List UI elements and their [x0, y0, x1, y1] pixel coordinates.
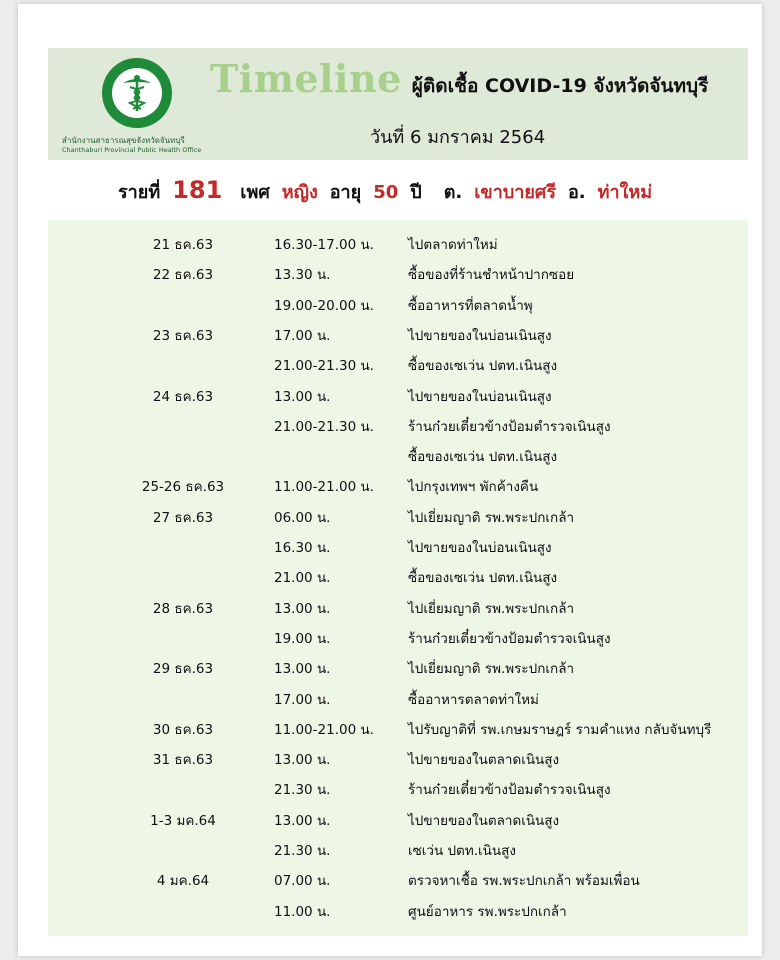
timeline-row: [48, 650, 748, 680]
document-sheet: [18, 4, 762, 956]
timeline-time: 19.00 น.: [274, 630, 331, 647]
timeline-activity: เซเว่น ปตท.เนินสูง: [408, 843, 516, 859]
timeline-row: [48, 438, 748, 468]
timeline-activity: ซื้ออาหารที่ตลาดน้ำพุ: [408, 297, 533, 314]
timeline-time: 13.00 น.: [274, 600, 331, 617]
timeline-activity: ซื้อของที่ร้านชำหน้าปากซอย: [408, 267, 575, 284]
timeline-time: 13.30 น.: [274, 267, 331, 284]
timeline-row: [48, 408, 748, 438]
timeline-time: 17.00 น.: [274, 327, 331, 344]
timeline-row: [48, 256, 748, 286]
timeline-activity: ซื้อของเซเว่น ปตท.เนินสูง: [408, 358, 558, 375]
timeline-row: [48, 529, 748, 559]
timeline-date: 30 ธค.63: [152, 721, 214, 738]
timeline-date: 31 ธค.63: [152, 752, 214, 769]
header-banner: [48, 48, 748, 160]
office-name-english: Chanthaburi Provincial Public Health Office: [62, 146, 202, 154]
case-label: รายที่: [118, 182, 161, 203]
timeline-activity: ไปขายของในตลาดเนินสูง: [408, 752, 560, 769]
timeline-date: 25-26 ธค.63: [141, 479, 225, 496]
timeline-activity: ไปขายของในตลาดเนินสูง: [408, 812, 560, 829]
timeline-time: 11.00-21.00 น.: [274, 479, 374, 496]
caduceus-icon: [119, 73, 155, 113]
timeline-activity: ร้านก๋วยเตี๋ยวข้างป้อมตำรวจเนินสูง: [408, 418, 611, 435]
timeline-row: [48, 559, 748, 589]
timeline-activity: ซื้อของเซเว่น ปตท.เนินสูง: [408, 570, 558, 587]
timeline-activity: ไปกรุงเทพฯ พักค้างคืน: [408, 479, 539, 496]
timeline-date: 28 ธค.63: [152, 600, 214, 617]
timeline-date: 29 ธค.63: [152, 661, 214, 678]
timeline-date: 22 ธค.63: [152, 267, 214, 284]
sex-label: เพศ: [240, 182, 270, 203]
age-label: อายุ: [329, 182, 362, 203]
timeline-row: [48, 862, 748, 892]
timeline-date: 23 ธค.63: [152, 327, 214, 344]
timeline-time: 16.30 น.: [274, 540, 331, 556]
timeline-row: [48, 287, 748, 317]
timeline-row: [48, 347, 748, 377]
timeline-time: 21.00-21.30 น.: [274, 418, 374, 435]
timeline-row: [48, 802, 748, 832]
timeline-time: 07.00 น.: [274, 873, 331, 890]
case-number: 181: [172, 176, 223, 204]
title-timeline: Timeline: [210, 56, 402, 101]
timeline-row: [48, 378, 748, 408]
timeline-row: [48, 317, 748, 347]
timeline-row: [48, 499, 748, 529]
timeline-time: 13.00 น.: [274, 752, 331, 769]
timeline-time: 13.00 น.: [274, 812, 331, 829]
timeline-row: [48, 771, 748, 801]
timeline-time: 21.00 น.: [274, 570, 331, 587]
timeline-activity: ไปเยี่ยมญาติ รพ.พระปกเกล้า: [408, 661, 575, 678]
sex-value: หญิง: [281, 182, 318, 203]
page-title: [210, 56, 708, 104]
timeline-date: 21 ธค.63: [152, 237, 214, 253]
timeline-row: [48, 681, 748, 711]
timeline-row: [48, 893, 748, 923]
timeline-table: [48, 220, 748, 936]
timeline-time: 13.00 น.: [274, 661, 331, 678]
timeline-row: [48, 741, 748, 771]
age-value: 50: [373, 182, 399, 203]
timeline-row: [48, 832, 748, 862]
office-name-thai: สำนักงานสาธารณสุขจังหวัดจันทบุรี: [62, 136, 185, 145]
timeline-time: 17.00 น.: [274, 691, 331, 708]
subdistrict-label: ต.: [443, 182, 463, 203]
timeline-activity: ตรวจหาเชื้อ รพ.พระปกเกล้า พร้อมเพื่อน: [408, 873, 640, 890]
timeline-activity: ไปขายของในบ่อนเนินสูง: [408, 327, 552, 344]
timeline-row: [48, 468, 748, 498]
timeline-date: 24 ธค.63: [152, 388, 214, 405]
timeline-time: 21.30 น.: [274, 843, 331, 859]
title-subject: ผู้ติดเชื้อ COVID-19 จังหวัดจันทบุรี: [411, 75, 709, 97]
timeline-time: 21.00-21.30 น.: [274, 358, 374, 375]
timeline-time: 11.00-21.00 น.: [274, 721, 374, 738]
subdistrict-value: เขาบายศรี: [474, 182, 556, 203]
timeline-row: [48, 590, 748, 620]
timeline-activity: ร้านก๋วยเตี๋ยวข้างป้อมตำรวจเนินสูง: [408, 782, 611, 799]
timeline-row: [48, 620, 748, 650]
timeline-activity: ไปรับญาติที่ รพ.เกษมราษฎร์ รามคำแหง กลับจันทบุรี: [408, 721, 712, 738]
timeline-row: [48, 711, 748, 741]
timeline-time: 13.00 น.: [274, 388, 331, 405]
timeline-activity: ไปเยี่ยมญาติ รพ.พระปกเกล้า: [408, 600, 575, 617]
timeline-time: 21.30 น.: [274, 782, 331, 799]
timeline-time: 19.00-20.00 น.: [274, 297, 374, 314]
timeline-date: 4 มค.64: [156, 873, 210, 890]
timeline-activity: ซื้ออาหารตลาดท่าใหม่: [408, 691, 539, 708]
timeline-activity: ไปขายของในบ่อนเนินสูง: [408, 540, 552, 556]
district-label: อ.: [568, 182, 586, 203]
timeline-activity: ไปเยี่ยมญาติ รพ.พระปกเกล้า: [408, 509, 575, 526]
report-date: วันที่ 6 มกราคม 2564: [370, 127, 546, 148]
timeline-date: 1-3 มค.64: [150, 812, 216, 829]
timeline-activity: ซื้อของเซเว่น ปตท.เนินสูง: [408, 449, 558, 466]
timeline-time: 11.00 น.: [274, 903, 331, 920]
timeline-time: 16.30-17.00 น.: [274, 237, 374, 253]
timeline-activity: ไปขายของในบ่อนเนินสูง: [408, 388, 552, 405]
timeline-activity: ไปตลาดท่าใหม่: [408, 237, 498, 253]
timeline-row: [48, 226, 748, 256]
timeline-time: 06.00 น.: [274, 509, 331, 526]
timeline-activity: ร้านก๋วยเตี๋ยวข้างป้อมตำรวจเนินสูง: [408, 630, 611, 647]
district-value: ท่าใหม่: [597, 182, 653, 203]
case-summary: [118, 176, 738, 206]
year-label: ปี: [410, 182, 422, 203]
timeline-activity: ศูนย์อาหาร รพ.พระปกเกล้า: [408, 903, 567, 920]
ministry-seal-icon: [102, 58, 172, 128]
timeline-date: 27 ธค.63: [152, 509, 214, 526]
